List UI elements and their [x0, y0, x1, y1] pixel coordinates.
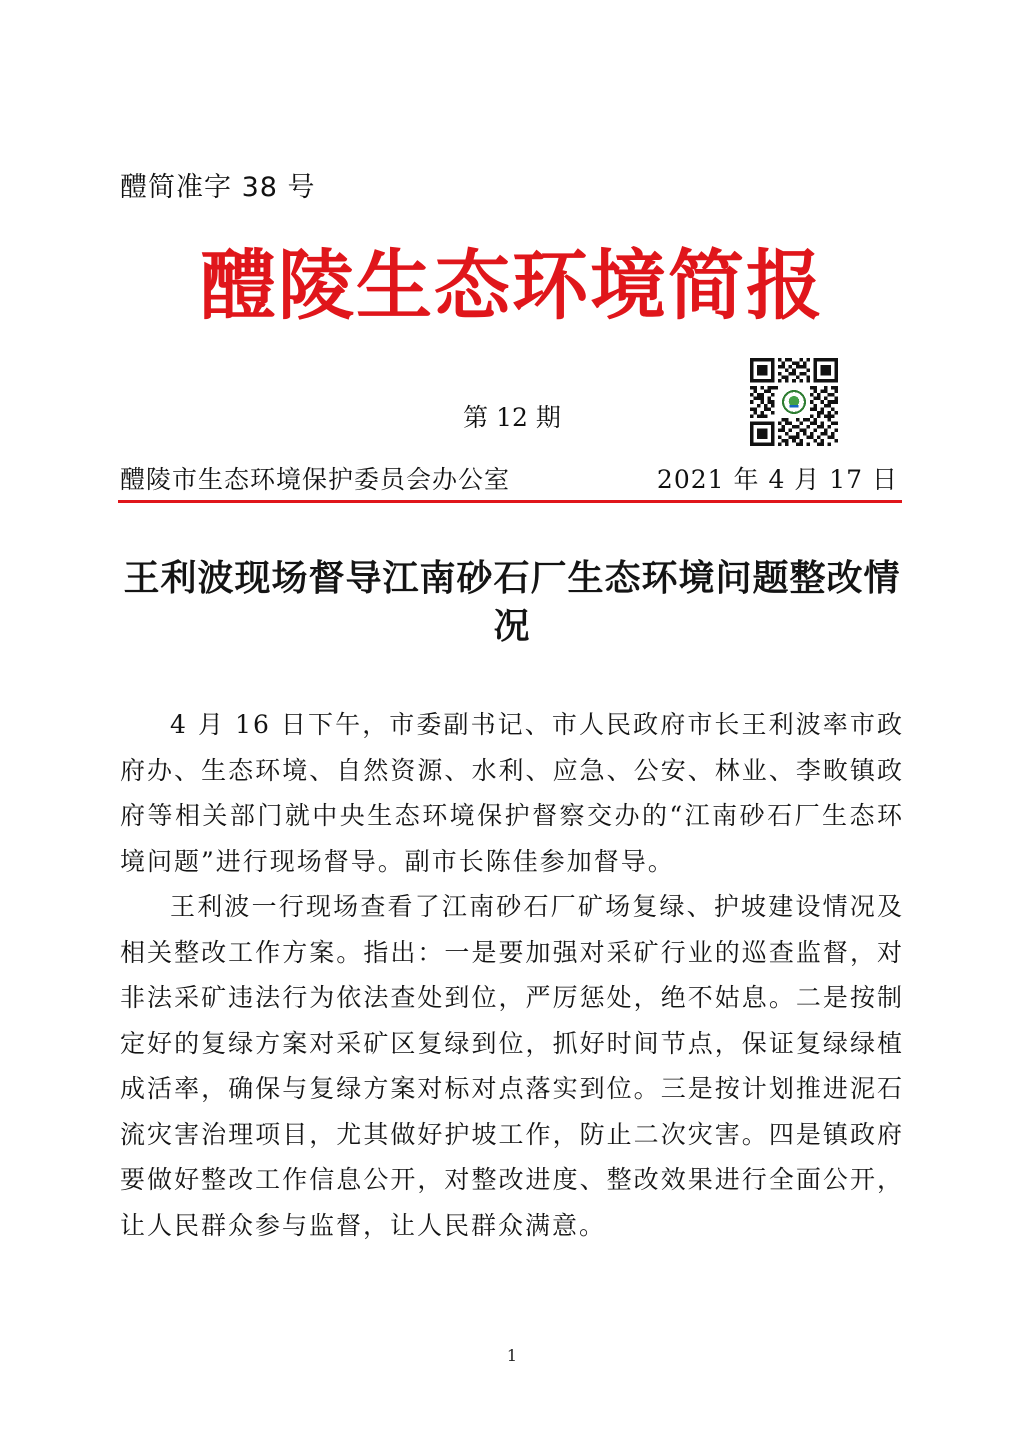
red-divider — [118, 500, 902, 503]
masthead-title: 醴陵生态环境简报 — [200, 241, 824, 330]
issuer: 醴陵市生态环境保护委员会办公室 — [120, 465, 511, 494]
document-number: 醴简准字 38 号 — [120, 172, 316, 203]
issue-number: 第 12 期 — [463, 403, 561, 432]
issue-date: 2021 年 4 月 17 日 — [656, 465, 898, 494]
paragraph: 王利波一行现场查看了江南砂石厂矿场复绿、护坡建设情况及相关整改工作方案。指出：一是要加强对采矿行业的巡查监督，对非法采矿违法行为依法查处到位，严厉惩处，绝不姑息。二是按制定好的复绿方案对采矿区复绿到位，抓好时间节点，保证复绿绿植成活率，确保与复绿方案对标对点落实到位。三是按计划推进泥石流灾害治理项目，尤其做好护坡工作，防止二次灾害。四是镇政府要做好整改工作信息公开，对整改进度、整改效果进行全面公开，让人民群众参与监督，让人民群众满意。 — [120, 892, 904, 1240]
qr-code-icon — [750, 358, 838, 446]
article-title: 王利波现场督导江南砂石厂生态环境问题整改情况 — [123, 557, 901, 647]
paragraph: 4 月 16 日下午，市委副书记、市人民政府市长王利波率市政府办、生态环境、自然资源、水利、应急、公安、林业、李畋镇政府等相关部门就中央生态环境保护督察交办的“江南砂石厂生态环境问题”进行现场督导。副市长陈佳参加督导。 — [120, 710, 904, 876]
article-body — [120, 702, 904, 1248]
page-number: 1 — [506, 1346, 518, 1365]
